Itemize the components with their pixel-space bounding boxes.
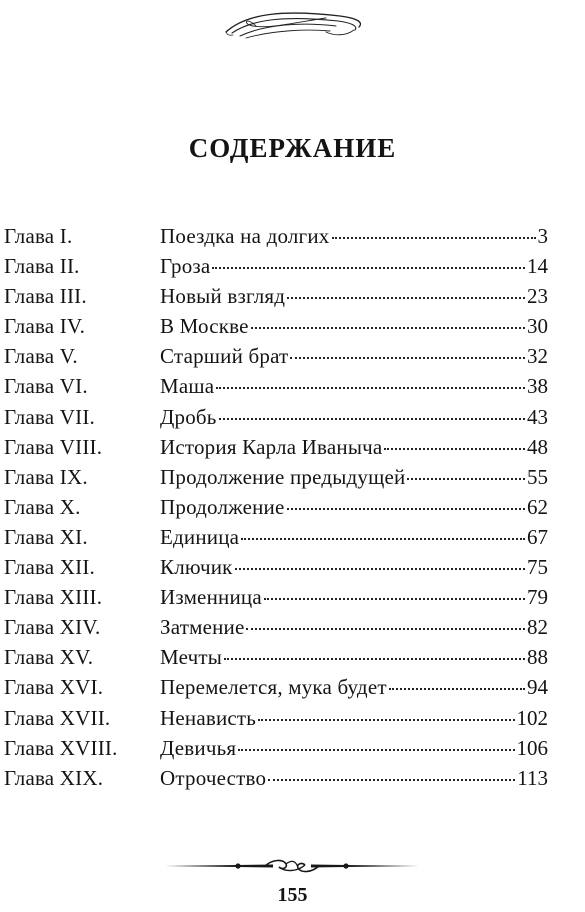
chapter-page: 14 — [527, 254, 548, 279]
toc-row — [4, 672, 548, 702]
toc-row — [4, 402, 548, 432]
toc-entry — [160, 341, 548, 371]
chapter-number: Глава X. — [4, 494, 81, 519]
dot-leader — [212, 267, 525, 269]
chapter-page: 113 — [517, 765, 548, 790]
chapter-number: Глава XIV. — [4, 615, 101, 640]
chapter-page: 75 — [527, 555, 548, 580]
page-title: СОДЕРЖАНИЕ — [188, 133, 397, 163]
chapter-page: 43 — [527, 404, 548, 429]
chapter-title: Поездка на долгих — [160, 224, 330, 248]
chapter-title: Продолжение предыдущей — [160, 464, 406, 489]
chapter-page: 62 — [527, 494, 548, 519]
chapter-title: В Москве — [160, 314, 249, 339]
toc-row — [4, 763, 548, 793]
dot-leader — [235, 568, 525, 570]
chapter-page: 106 — [516, 735, 548, 760]
chapter-title: Ключик — [160, 555, 233, 580]
dot-leader — [258, 719, 514, 721]
chapter-number: Глава XVII. — [4, 705, 111, 730]
toc-entry — [160, 552, 548, 582]
chapter-number: Глава XV. — [4, 645, 94, 670]
chapter-page: 48 — [527, 434, 548, 459]
toc-entry — [160, 763, 548, 793]
toc-entry — [160, 672, 548, 702]
toc-entry — [160, 371, 548, 401]
chapter-title: История Карла Иваныча — [160, 434, 383, 459]
toc-row — [4, 311, 548, 341]
toc-row — [4, 251, 548, 281]
chapter-number: Глава XI. — [4, 524, 88, 549]
chapter-number: Глава I. — [4, 224, 73, 248]
toc-row — [4, 582, 548, 612]
chapter-number: Глава V. — [4, 344, 78, 369]
chapter-page: 82 — [527, 615, 548, 640]
chapter-page: 55 — [527, 464, 548, 489]
chapter-number: Глава IV. — [4, 314, 86, 339]
dot-leader — [389, 688, 525, 690]
chapter-number: Глава XVIII. — [4, 735, 118, 760]
toc-entry — [160, 311, 548, 341]
toc-entry — [160, 703, 548, 733]
chapter-page: 30 — [527, 314, 548, 339]
dot-leader — [287, 297, 525, 299]
chapter-number: Глава VII. — [4, 404, 95, 429]
toc-row — [4, 462, 548, 492]
chapter-page: 32 — [527, 344, 548, 369]
dot-leader — [290, 357, 525, 359]
dot-leader — [287, 508, 526, 510]
chapter-page: 67 — [527, 524, 548, 549]
toc-entry — [160, 733, 548, 763]
chapter-title: Продолжение — [160, 494, 285, 519]
dot-leader — [407, 478, 525, 480]
chapter-title: Гроза — [160, 254, 211, 279]
toc-row — [4, 703, 548, 733]
chapter-page: 23 — [527, 284, 548, 309]
chapter-number: Глава XIX. — [4, 765, 104, 790]
chapter-number: Глава XIII. — [4, 585, 103, 610]
chapter-page: 102 — [516, 705, 548, 730]
chapter-number: Глава XII. — [4, 555, 95, 580]
flourish-ornament — [218, 2, 368, 46]
chapter-page: 88 — [527, 645, 548, 670]
chapter-title: Перемелется, мука будет — [160, 675, 387, 700]
chapter-number: Глава II. — [4, 254, 80, 279]
chapter-number: Глава III. — [4, 284, 87, 309]
toc-row — [4, 522, 548, 552]
divider-flourish — [165, 858, 419, 874]
chapter-title: Изменница — [160, 585, 262, 610]
dot-leader — [264, 598, 525, 600]
dot-leader — [268, 779, 515, 781]
chapter-title: Отрочество — [160, 765, 267, 790]
toc-row — [4, 281, 548, 311]
chapter-number: Глава VIII. — [4, 434, 103, 459]
chapter-title: Маша — [160, 374, 215, 399]
toc-entry — [160, 402, 548, 432]
toc-row — [4, 733, 548, 763]
dot-leader — [216, 387, 525, 389]
toc-row — [4, 432, 548, 462]
toc-entry — [160, 281, 548, 311]
dot-leader — [384, 448, 525, 450]
dot-leader — [246, 628, 525, 630]
toc-entry — [160, 612, 548, 642]
dot-leader — [238, 749, 514, 751]
table-of-contents — [4, 221, 548, 793]
chapter-number: Глава XVI. — [4, 675, 104, 700]
chapter-title: Затмение — [160, 615, 245, 640]
dot-leader — [332, 237, 536, 239]
chapter-title: Единица — [160, 524, 240, 549]
dot-leader — [241, 538, 525, 540]
dot-leader — [224, 658, 525, 660]
toc-row — [4, 492, 548, 522]
toc-entry — [160, 492, 548, 522]
toc-entry — [160, 432, 548, 462]
toc-row — [4, 371, 548, 401]
toc-entry — [160, 251, 548, 281]
page-number: 155 — [277, 884, 308, 906]
toc-row — [4, 221, 548, 251]
chapter-title: Девичья — [160, 735, 237, 760]
toc-entry — [160, 221, 548, 251]
toc-row — [4, 642, 548, 672]
toc-entry — [160, 582, 548, 612]
toc-entry — [160, 522, 548, 552]
dot-leader — [251, 327, 525, 329]
dot-leader — [219, 418, 525, 420]
chapter-page: 79 — [527, 585, 548, 610]
chapter-page: 38 — [527, 374, 548, 399]
chapter-page: 3 — [537, 224, 548, 248]
chapter-number: Глава IX. — [4, 464, 88, 489]
toc-row — [4, 612, 548, 642]
chapter-title: Новый взгляд — [160, 284, 286, 309]
chapter-title: Дробь — [160, 404, 217, 429]
chapter-title: Мечты — [160, 645, 223, 670]
chapter-number: Глава VI. — [4, 374, 88, 399]
chapter-page: 94 — [527, 675, 548, 700]
toc-entry — [160, 462, 548, 492]
chapter-title: Ненависть — [160, 705, 257, 730]
toc-row — [4, 552, 548, 582]
toc-entry — [160, 642, 548, 672]
chapter-title: Старший брат — [160, 344, 289, 369]
toc-row — [4, 341, 548, 371]
